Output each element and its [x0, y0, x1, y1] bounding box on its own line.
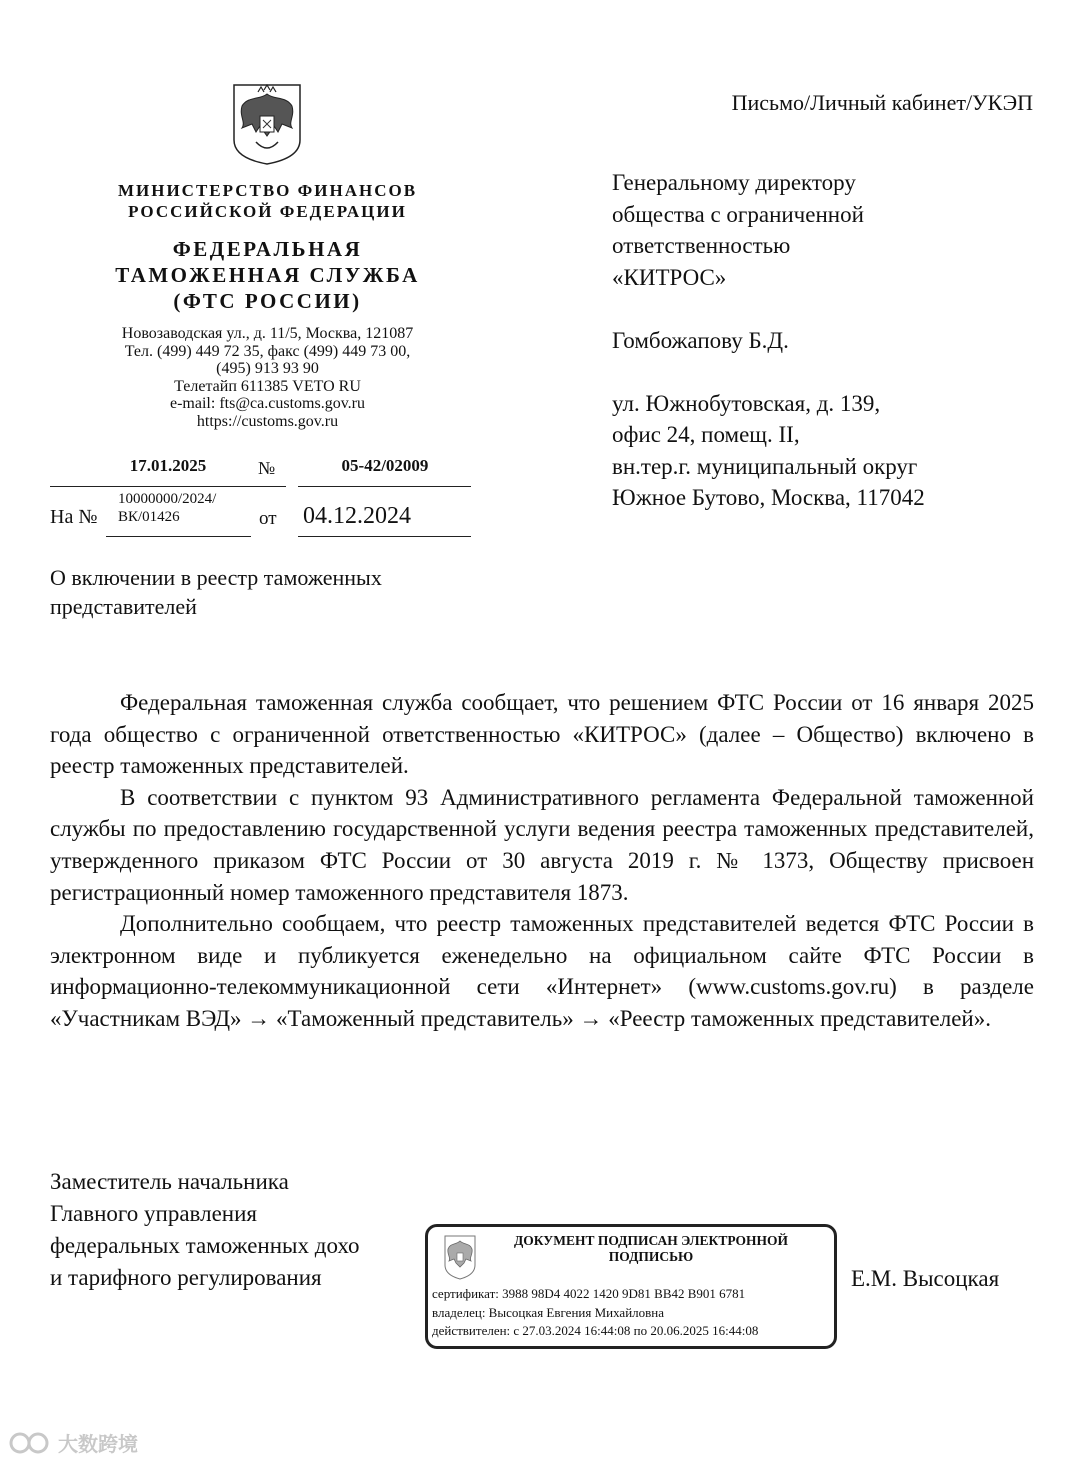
body-paragraph-2: В соответствии с пунктом 93 Административного регламента Федеральной таможенной службы по предоставлению государственной услуги ведения реестра таможенных представителей, утвержденного приказом ФТС России от 30 августа 2019 г. № 1373, Обществу присвоен регистрационный номер таможенного представителя 1873.	[50, 784, 1034, 905]
coat-of-arms-emblem	[230, 82, 304, 166]
reference-number-line-2: ВК/01426	[118, 509, 180, 525]
stamp-owner: владелец: Высоцкая Евгения Михайловна	[432, 1304, 665, 1320]
contact-phone-2: (495) 913 93 90	[216, 360, 319, 377]
reference-from-label: от	[259, 508, 277, 529]
signatory-title-line-2: Главного управления	[50, 1201, 257, 1226]
addressee-address-3: вн.тер.г. муниципальный округ	[612, 453, 918, 479]
signatory-title	[50, 1166, 450, 1294]
reference-label: На №	[50, 506, 98, 528]
body-paragraph-1: Федеральная таможенная служба сообщает, что решением ФТС России от 16 января 2025 года общество с ограниченной ответственностью «КИТРОС» (далее – Общество) включено в реестр таможенных представителей.	[50, 690, 1034, 779]
signatory-title-line-3: федеральных таможенных дохо	[50, 1233, 360, 1258]
contact-phone: Тел. (499) 449 72 35, факс (499) 449 73 00,	[124, 342, 411, 360]
service-line-1: ФЕДЕРАЛЬНАЯ	[172, 237, 363, 261]
addressee-line-1: Генеральному директору	[612, 170, 856, 195]
watermark-logo-icon	[8, 1430, 54, 1456]
delivery-channel: Письмо/Личный кабинет/УКЭП	[731, 90, 1033, 115]
contact-website: https://customs.gov.ru	[196, 412, 339, 430]
reference-number	[118, 490, 216, 526]
service-line-2: ТАМОЖЕННАЯ СЛУЖБА	[115, 263, 420, 287]
reference-date-underline	[298, 536, 471, 537]
addressee-company: «КИТРОС»	[612, 264, 727, 290]
signatory-title-line-1: Заместитель начальника	[50, 1169, 289, 1194]
contact-address: Новозаводская ул., д. 11/5, Москва, 121087	[121, 325, 414, 342]
contact-block	[50, 325, 485, 430]
stamp-title: ДОКУМЕНТ ПОДПИСАН ЭЛЕКТРОННОЙ ПОДПИСЬЮ	[514, 1233, 788, 1264]
addressee-name: Гомбожапову Б.Д.	[612, 327, 789, 353]
addressee-address-4: Южное Бутово, Москва, 117042	[612, 485, 925, 510]
letter-body	[50, 687, 1034, 1035]
watermark	[8, 1428, 138, 1457]
stamp-emblem-icon	[442, 1233, 478, 1281]
ministry-line-2: РОССИЙСКОЙ ФЕДЕРАЦИИ	[128, 202, 407, 221]
service-line-3: (ФТС РОССИИ)	[173, 289, 362, 313]
electronic-signature-stamp	[425, 1224, 837, 1349]
stamp-details	[432, 1285, 758, 1341]
watermark-text: 大数跨境	[58, 1432, 138, 1456]
registration-date: 17.01.2025	[129, 456, 207, 475]
number-sign: №	[258, 458, 276, 478]
addressee-address-2: офис 24, помещ. II,	[612, 422, 800, 447]
addressee-line-3: ответственностью	[612, 233, 791, 258]
ministry-name	[50, 180, 485, 222]
signatory-name: Е.М. Высоцкая	[851, 1266, 1000, 1291]
ministry-line-1: МИНИСТЕРСТВО ФИНАНСОВ	[117, 181, 418, 200]
number-underline	[298, 486, 471, 487]
letter-subject: О включении в реестр таможенных представителей	[50, 565, 382, 619]
reference-date: 04.12.2024	[303, 503, 411, 529]
date-underline	[50, 486, 286, 487]
stamp-validity: действителен: с 27.03.2024 16:44:08 по 20.06.2025 16:44:08	[432, 1323, 759, 1338]
addressee-block	[612, 167, 1032, 514]
addressee-line-2: общества с ограниченной	[612, 201, 864, 227]
addressee-address-1: ул. Южнобутовская, д. 139,	[612, 390, 881, 416]
signatory-title-line-4: и тарифного регулирования	[50, 1265, 322, 1290]
reference-number-line-1: 10000000/2024/	[118, 491, 217, 507]
contact-email: e-mail: fts@ca.customs.gov.ru	[170, 395, 365, 412]
reference-number-underline	[106, 536, 251, 537]
registration-number: 05-42/02009	[341, 456, 429, 475]
stamp-certificate: сертификат: 3988 98D4 4022 1420 9D81 BB42 B901 6781	[432, 1286, 746, 1301]
contact-teletype: Телетайп 611385 VETO RU	[174, 377, 361, 395]
service-name	[50, 236, 485, 314]
body-paragraph-3: Дополнительно сообщаем, что реестр таможенных представителей ведется ФТС России в электронном виде и публикуется еженедельно на официальном сайте ФТС России в информационно-телекоммуникационной сети «Интернет» (www.customs.gov.ru) в разделе «Участникам ВЭД» → «Таможенный представитель» → «Реестр таможенных представителей».	[50, 911, 1034, 1031]
